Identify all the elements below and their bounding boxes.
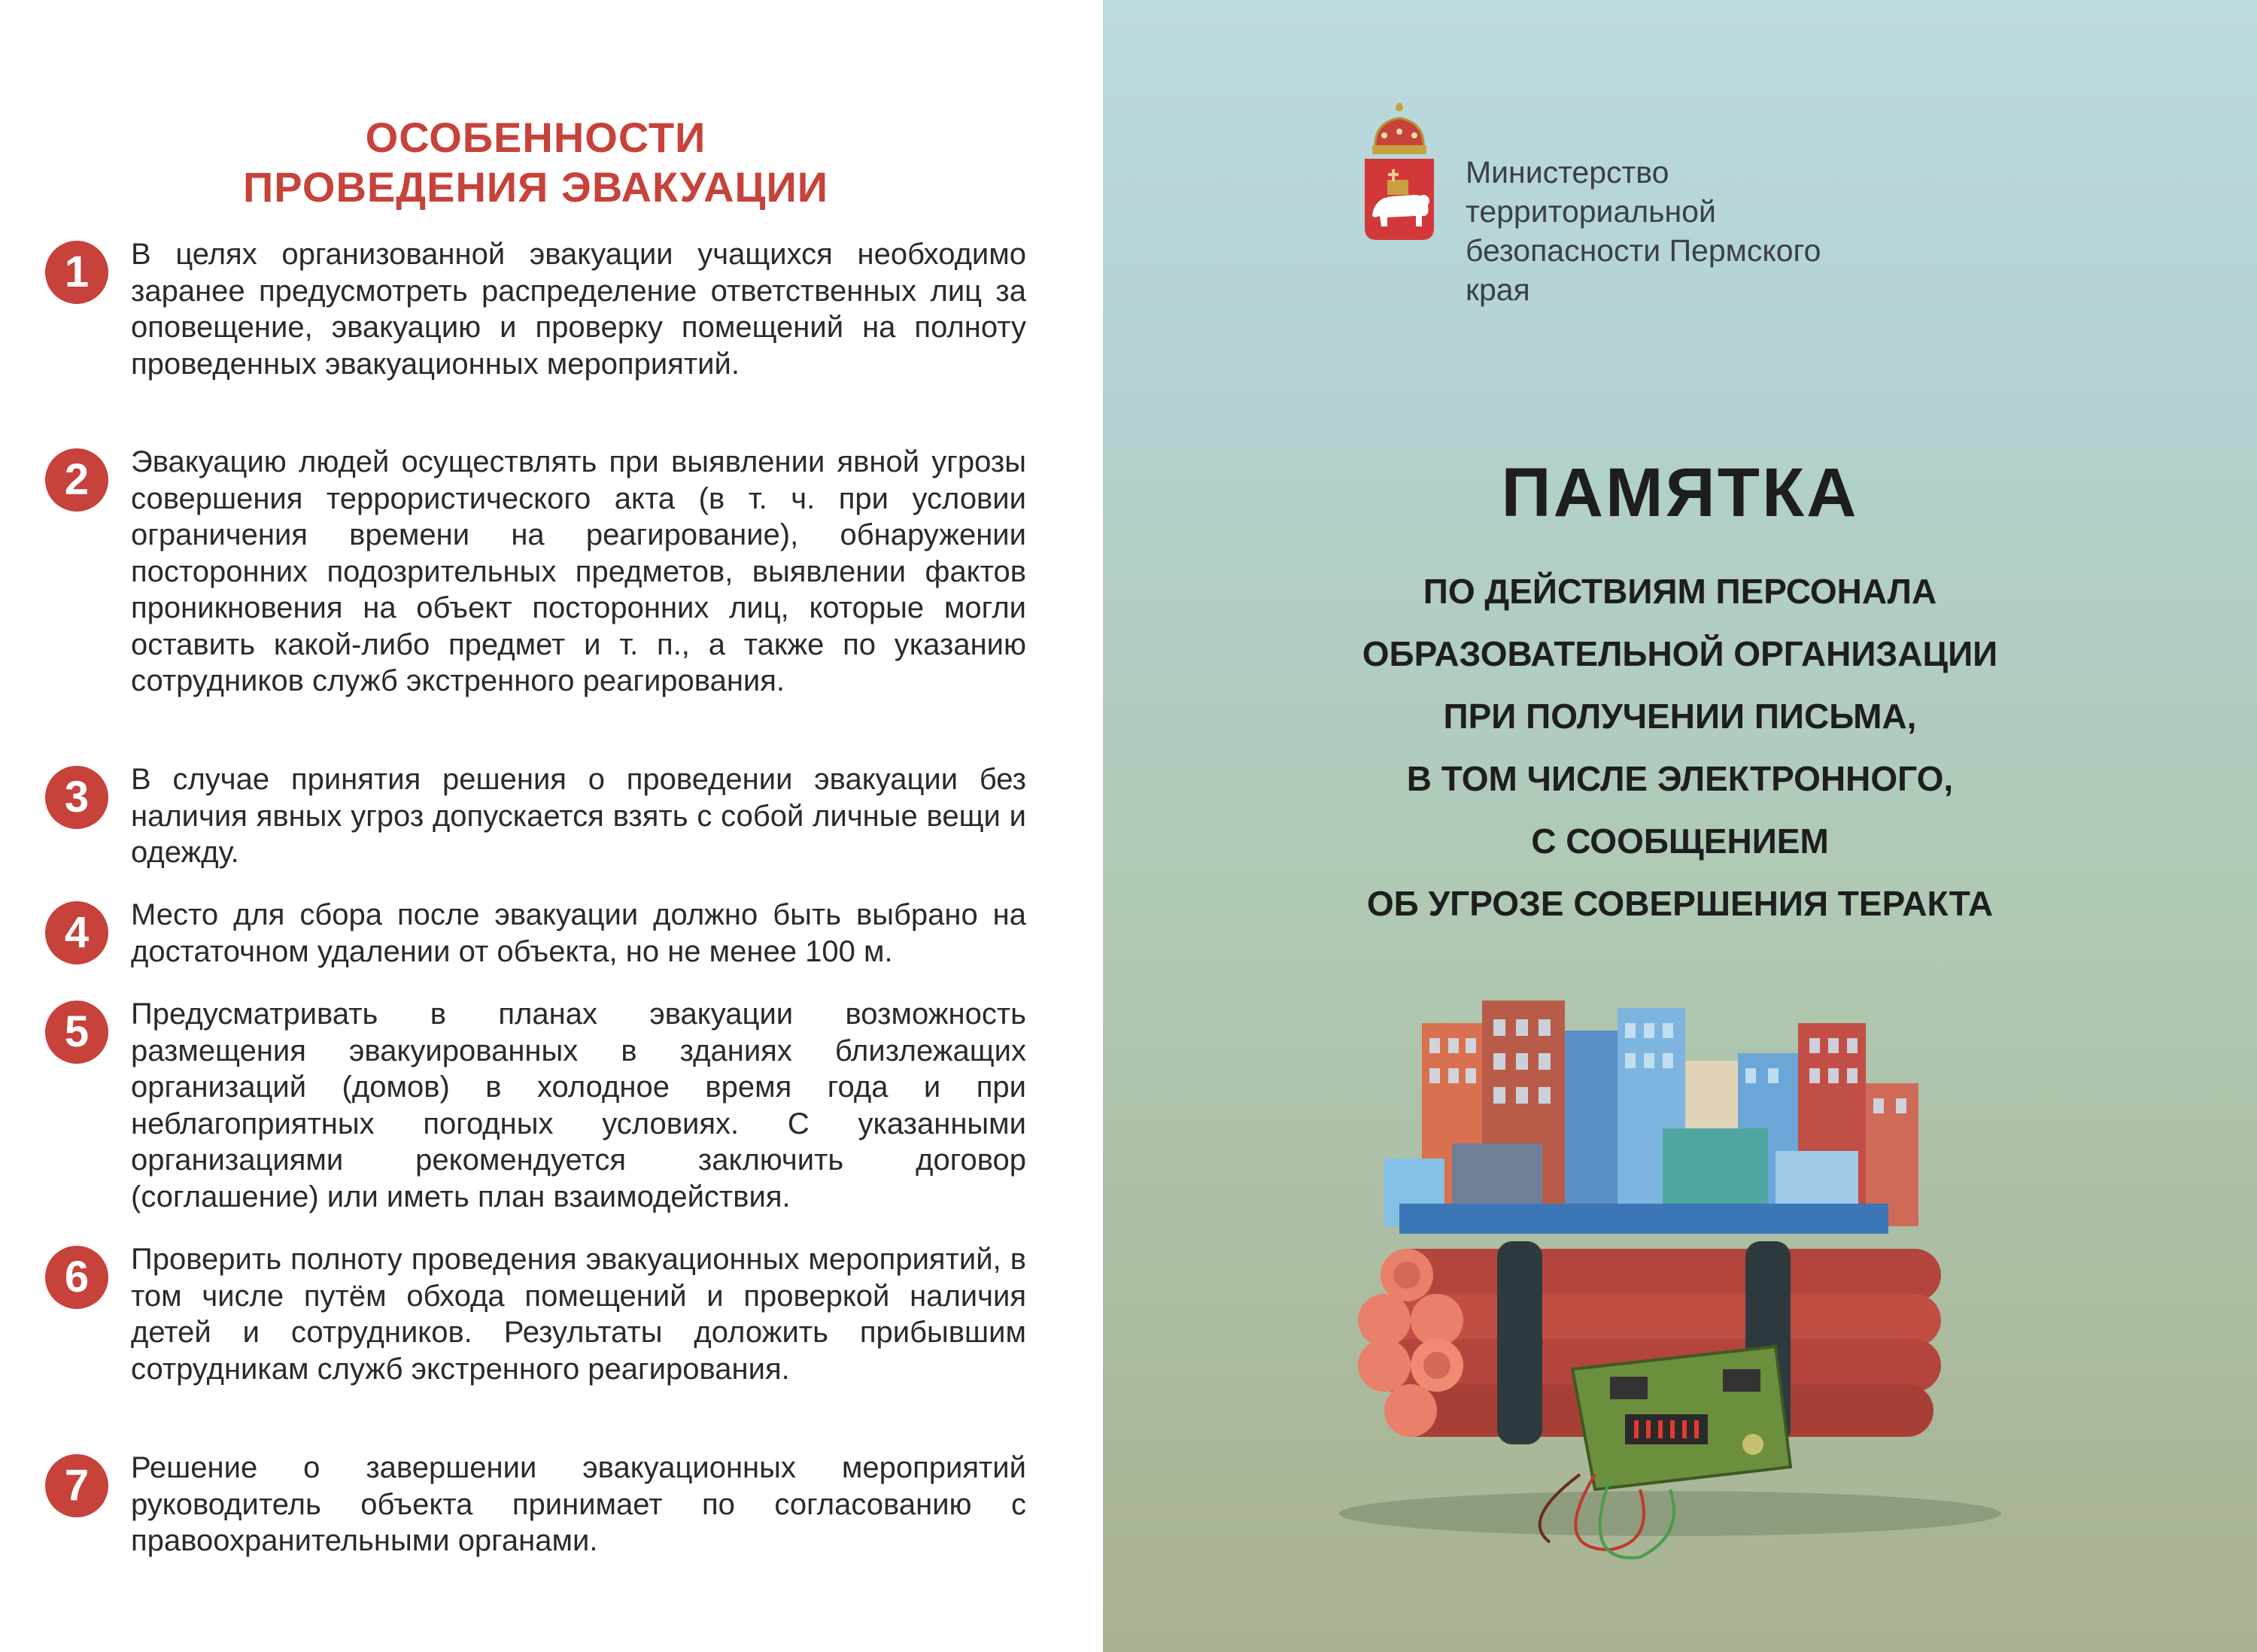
- item-text: Эвакуацию людей осуществлять при выявлении явной угрозы совершения террористического акта (в т. ч. при условии ограничения времени на реагирование), обнаружении посторонних подозрительных предметов, выявлении фактов проникновения на объект посторонних лиц, которые могли оставить какой-либо предмет и т. п., а также по указанию сотрудников служб экстренного реагирования.: [131, 445, 1026, 697]
- section-title: [0, 113, 1071, 212]
- item-text: Предусматривать в планах эвакуации возможность размещения эвакуированных в зданиях близлежащих организаций (домов) в холодное время года и при неблагоприятных погодных условиях. С указанными организациями рекомендуется заключить договор (соглашение) или иметь план взаимодействия.: [131, 998, 1026, 1213]
- circuit-board-icon: [1572, 1347, 1791, 1490]
- section-title-line1: ОСОБЕННОСТИ: [365, 114, 706, 161]
- subtitle-line: ПО ДЕЙСТВИЯМ ПЕРСОНАЛА: [1423, 572, 1937, 611]
- ministry-line1: Министерство территориальной: [1466, 155, 1716, 229]
- item-text: Проверить полноту проведения эвакуационных мероприятий, в том числе путём обхода помещений и проверкой наличия детей и сотрудников. Результаты доложить прибывшим сотрудникам служб экстренного реагирования.: [131, 1243, 1026, 1386]
- number-badge: 2: [45, 448, 108, 512]
- number-badge: 6: [45, 1246, 108, 1309]
- subtitle-line: С СООБЩЕНИЕМ: [1531, 821, 1829, 861]
- item-text: В целях организованной эвакуации учащихся необходимо заранее предусмотреть распределение ответственных лиц за оповещение, эвакуацию и проверку помещений на полноту проведенных эвакуационных мероприятий.: [131, 238, 1026, 381]
- item-text: Место для сбора после эвакуации должно быть выбрано на достаточном удалении от объекта, но не менее 100 м.: [131, 898, 1026, 968]
- perm-krai-coat-of-arms-icon: [1362, 102, 1437, 244]
- left-panel: [0, 0, 1103, 1652]
- subtitle-line: ПРИ ПОЛУЧЕНИИ ПИСЬМА,: [1443, 697, 1917, 736]
- item-text: Решение о завершении эвакуационных мероприятий руководитель объекта принимает по согласованию с правоохранительными органами.: [131, 1451, 1026, 1557]
- number-badge: 1: [45, 241, 108, 304]
- number-badge: 5: [45, 1001, 108, 1064]
- city-on-bomb-illustration: [1324, 978, 2016, 1565]
- subtitle-line: ОБРАЗОВАТЕЛЬНОЙ ОРГАНИЗАЦИИ: [1362, 634, 1998, 673]
- number-badge: 4: [45, 901, 108, 964]
- section-title-line2: ПРОВЕДЕНИЯ ЭВАКУАЦИИ: [243, 163, 828, 211]
- subtitle-line: В ТОМ ЧИСЛЕ ЭЛЕКТРОННОГО,: [1406, 759, 1954, 798]
- ministry-name: [1466, 153, 1857, 309]
- ministry-line2: безопасности Пермского края: [1466, 233, 1821, 307]
- item-text: В случае принятия решения о проведении эвакуации без наличия явных угроз допускается взять с собой личные вещи и одежду.: [131, 763, 1026, 869]
- number-badge: 3: [45, 766, 108, 829]
- page-title: ПАМЯТКА: [1501, 454, 1859, 531]
- page-subtitle: [1103, 560, 2257, 935]
- number-badge: 7: [45, 1454, 108, 1517]
- subtitle-line: ОБ УГРОЗЕ СОВЕРШЕНИЯ ТЕРАКТА: [1366, 884, 1994, 923]
